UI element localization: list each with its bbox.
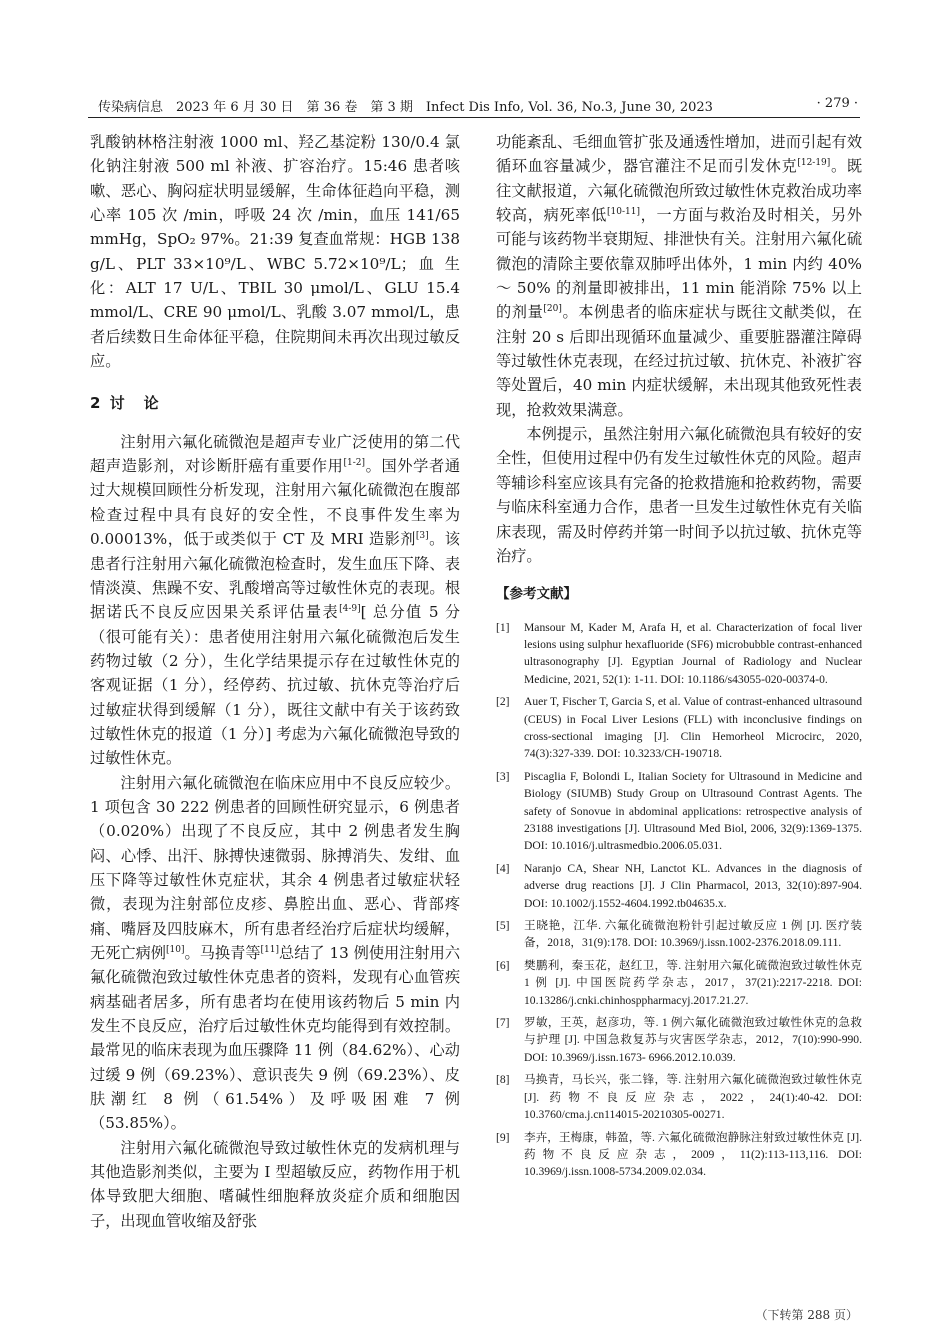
running-header [98, 96, 858, 118]
reference-number: [8] [496, 1073, 510, 1087]
citation: [4-9] [339, 604, 361, 615]
paragraph: 注射用六氟化硫微泡在临床应用中不良反应较少。1 项包含 30 222 例患者的回顾性研究显示，6 例患者（0.020%）出现了不良反应，其中 2 例患者发生胸闷、心悸、出汗、脉搏快速微弱、脉搏消失、发绀、血压下降等过敏性休克症状，其余 4 例患者过敏症状轻微，表现为注射部位皮疹、鼻腔出血、恶心、背部疼痛、嘴唇及四肢麻木，所有患者经治疗后症状均缓解，无死亡病例[10]。马换青等[11]总结了 13 例使用注射用六氟化硫微泡致过敏性休克患者的资料，发现有心血管疾病基础者居多，所有患者均在使用该药物后 5 min 内发生不良反应，治疗后过敏性休克均能得到有效控制。最常见的临床表现为血压骤降 11 例（84.62%）、心动过缓 9 例（69.23%）、意识丧失 9 例（69.23%）、皮肤潮红 8 例（61.54%）及呼吸困难 7 例（53.85%）。 [90, 773, 461, 1133]
reference-item [496, 768, 862, 855]
running-title: 传染病信息 2023 年 6 月 30 日 第 36 卷 第 3 期 Infect Dis Info, Vol. 36, No.3, June 30, 2023 [98, 100, 713, 115]
reference-item [496, 860, 862, 912]
right-column [496, 130, 862, 1186]
page-number: · 279 · [816, 96, 858, 111]
paragraph: 乳酸钠林格注射液 1000 ml、羟乙基淀粉 130/0.4 氯化钠注射液 500 ml 补液、扩容治疗。15:46 患者咳嗽、恶心、胸闷症状明显缓解，生命体征趋向平稳，测心率 105 次 /min，呼吸 24 次 /min，血压 141/65 mmHg，SpO₂ 97%。21:39 复查血常规：HGB 138 g/L、PLT 33×10⁹/L、WBC 5.72×10⁹/L；血 生 化：ALT 17 U/L、TBIL 30 μmol/L、GLU 15.4 mmol/L、CRE 90 μmol/L、乳酸 3.07 mmol/L，患者后续数日生命体征平稳，住院期间未再次出现过敏反应。 [90, 133, 460, 371]
paragraph: 注射用六氟化硫微泡是超声专业广泛使用的第二代超声造影剂，对诊断肝癌有重要作用[1-2]。国外学者通过大规模回顾性分析发现，注射用六氟化硫微泡在腹部检查过程中具有良好的安全性，不良事件发生率为 0.00013%，低于或类似于 CT 及 MRI 造影剂[3]。该患者行注射用六氟化硫微泡检查时，发生血压下降、表情淡漠、焦躁不安、乳酸增高等过敏性休克的表现。根据诺氏不良反应因果关系评估量表[4-9][ 总分值 5 分（很可能有关）：患者使用注射用六氟化硫微泡后发生药物过敏（2 分），生化学结果提示存在过敏性休克的客观证据（1 分），经停药、抗过敏、抗休克等治疗后过敏症状得到缓解（1 分），既往文献中有关于该药致过敏性休克的报道（1 分）] 考虑为六氟化硫微泡导致的过敏性休克。 [90, 432, 461, 768]
reference-item [496, 693, 862, 763]
reference-text: Piscaglia F, Bolondi L, Italian Society for Ultrasound in Medicine and Biology (SIUMB) Study Group on Ultrasound Contrast Agents. The safety of Sonovue in abdominal applications: retrospective analysis of 23188 investigations [J]. Ultrasound Med Biol, 2006, 32(9):1369-1375. DOI: 10.1016/j.ultrasmedbio.2006.05.031. [524, 769, 862, 853]
paragraph: 本例提示，虽然注射用六氟化硫微泡具有较好的安全性，但使用过程中仍有发生过敏性休克的风险。超声等辅诊科室应该具有完备的抢救措施和抢救药物，需要与临床科室通力合作，患者一旦发生过敏性休克有关临床表现，需及时停药并第一时间予以抗过敏、抗休克等治疗。 [496, 425, 862, 565]
reference-number: [7] [496, 1016, 510, 1030]
citation: [1-2] [343, 458, 365, 469]
section-title: 2 讨 论 [90, 394, 161, 413]
reference-item [496, 619, 862, 689]
reference-text: Auer T, Fischer T, Garcia S, et al. Value of contrast-enhanced ultrasound (CEUS) in Focal Liver Lesions (FLL) with inconclusive findings on cross-sectional imaging [J]. Clin Hemorheol Microcirc, 2020, 74(3):327-339. DOI: 10.3233/CH-190718. [524, 695, 862, 761]
reference-number: [5] [496, 919, 510, 933]
reference-text: 马换青，马长兴，张二锋，等. 注射用六氟化硫微泡致过敏性休克 [J]. 药物不良反应杂志，2022，24(1):40-42. DOI: 10.3760/cma.j.cn114015-20210305-00271. [524, 1073, 862, 1122]
reference-text: 李卉，王梅康，韩盈，等. 六氟化硫微泡静脉注射致过敏性休克 [J]. 药物不良反应杂志，2009，11(2):113-113,116. DOI: 10.3969/j.issn.1008-5734.2009.02.034. [524, 1130, 862, 1179]
reference-item [496, 1014, 862, 1066]
header-rule [88, 117, 860, 118]
reference-text: Naranjo CA, Shear NH, Lanctot KL. Advances in the diagnosis of adverse drug reactions [J]. J Clin Pharmacol, 2013, 32(10):897-904. DOI: 10.1002/j.1552-4604.1992.tb04635.x. [524, 861, 862, 910]
reference-number: [4] [496, 861, 510, 875]
paragraph: 注射用六氟化硫微泡导致过敏性休克的发病机理与其他造影剂类似，主要为 I 型超敏反应，药物作用于机体导致肥大细胞、嗜碱性细胞释放炎症介质和细胞因子，出现血管收缩及舒张 [90, 1138, 460, 1230]
reference-text: 王晓艳，江华. 六氟化硫微泡粉针引起过敏反应 1 例 [J]. 医疗装备，2018，31(9):178. DOI: 10.3969/j.issn.1002-2376.2018.09.111. [524, 919, 862, 950]
reference-number: [6] [496, 958, 510, 972]
reference-text: 樊鹏利，秦玉花，赵红卫，等. 注射用六氟化硫微泡致过敏性休克 1 例 [J]. 中国医院药学杂志，2017，37(21):2217-2218. DOI: 10.13286/j.cnki.chinhosppharmacyj.2017.21.27. [524, 958, 862, 1007]
paragraph: 功能紊乱、毛细血管扩张及通透性增加，进而引起有效循环血容量减少，器官灌注不足而引发休克[12-19]。既往文献报道，六氟化硫微泡所致过敏性休克救治成功率较高，病死率低[10-11]，一方面与救治及时相关，另外可能与该药物半衰期短、排泄快有关。注射用六氟化硫微泡的清除主要依靠双肺呼出体外，1 min 内约 40% ～ 50% 的剂量即被排出，11 min 能消除 75% 以上的剂量[20]。本例患者的临床症状与既往文献类似，在注射 20 s 后即出现循环血量减少、重要脏器灌注障碍等过敏性休克表现，在经过抗过敏、抗休克、补液扩容等处置后，40 min 内症状缓解，未出现其他致死性表现，抢救效果满意。 [496, 133, 863, 419]
reference-item [496, 917, 862, 952]
citation: [10-11] [607, 206, 640, 217]
left-column [90, 130, 460, 1233]
references-heading: 【参考文献】 [496, 586, 577, 603]
citation: [12-19] [797, 158, 831, 169]
reference-item [496, 957, 862, 1009]
citation: [20] [543, 304, 562, 315]
reference-item [496, 1071, 862, 1123]
citation: [10] [166, 944, 185, 955]
reference-number: [1] [496, 620, 510, 634]
reference-number: [9] [496, 1130, 510, 1144]
reference-number: [3] [496, 769, 510, 783]
citation: [3] [415, 531, 429, 542]
reference-item [496, 1129, 862, 1181]
reference-list [496, 619, 862, 1181]
reference-text: 罗敏，王英，赵彦功，等. 1 例六氟化硫微泡致过敏性休克的急救与护理 [J]. 中国急救复苏与灾害医学杂志，2012，7(10):990-990. DOI: 10.3969/j.issn.1673- 6966.2012.10.039. [524, 1016, 862, 1064]
reference-text: Mansour M, Kader M, Arafa H, et al. Characterization of focal liver lesions using sulphur hexafluoride (SF6) microbubble contrast-enhanced ultrasonography [J]. Egyptian Journal of Radiology and Nuclear Medicine, 2021, 52(1): 1-11. DOI: 10.1186/s43055-020-00374-0. [524, 620, 862, 686]
reference-number: [2] [496, 695, 510, 709]
continued-note: （下转第 288 页） [755, 1308, 858, 1322]
citation: [11] [260, 944, 279, 955]
